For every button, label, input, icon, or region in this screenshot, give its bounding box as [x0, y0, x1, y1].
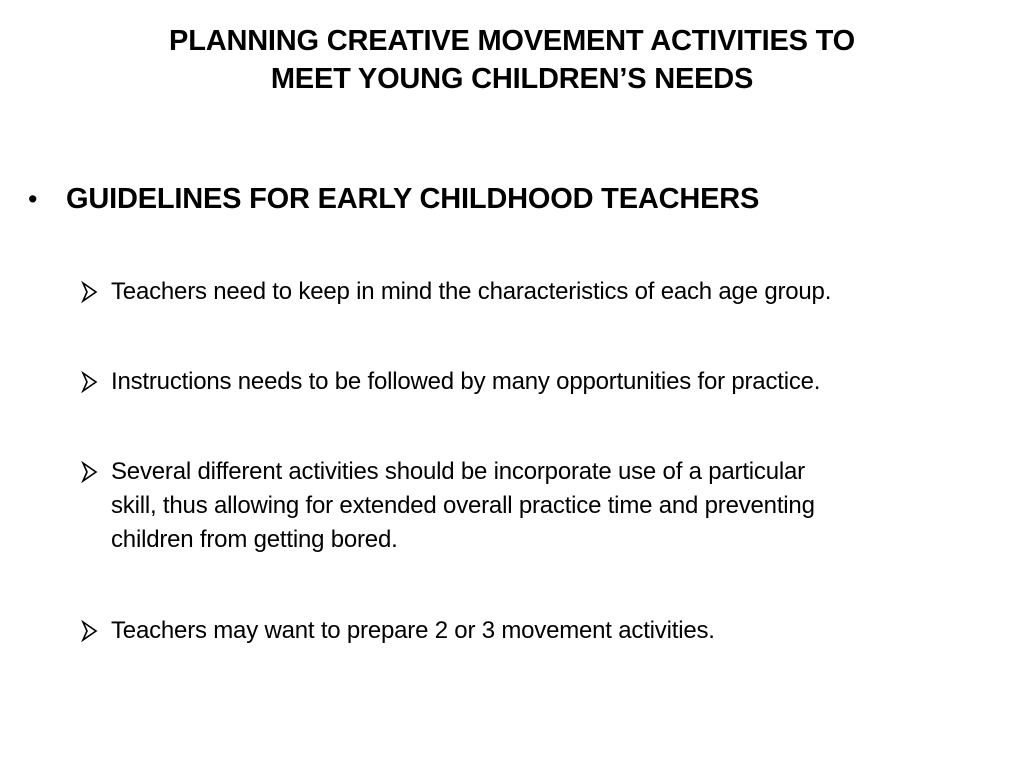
list-item-line: Teachers need to keep in mind the characteristics of each age group.: [111, 278, 832, 305]
list-item-text: [111, 365, 981, 399]
arrowhead-bullet-icon: [80, 620, 100, 642]
arrowhead-bullet-icon: [80, 371, 100, 393]
list-item-line: Several different activities should be incorporate use of a particular: [111, 458, 805, 485]
round-bullet-icon: •: [28, 184, 38, 214]
arrowhead-bullet-icon: [80, 461, 100, 483]
list-item-text: [111, 275, 981, 309]
guidelines-heading: GUIDELINES FOR EARLY CHILDHOOD TEACHERS: [66, 183, 760, 215]
list-item-text: [111, 614, 981, 648]
list-item-characteristics: [80, 275, 980, 311]
list-item-text: [111, 455, 981, 557]
list-item-line: Teachers may want to prepare 2 or 3 movement activities.: [111, 617, 715, 644]
slide-title-line-2: MEET YOUNG CHILDREN’S NEEDS: [270, 63, 754, 95]
list-item-line: Instructions needs to be followed by many opportunities for practice.: [111, 368, 821, 395]
list-item-line: skill, thus allowing for extended overall practice time and preventing: [111, 492, 815, 519]
list-item-prepare-activities: [80, 614, 980, 650]
list-item-line: children from getting bored.: [111, 526, 398, 553]
arrowhead-bullet-icon: [80, 281, 100, 303]
list-item-several-activities: [80, 455, 980, 559]
list-item-instructions: [80, 365, 980, 401]
slide-title: [62, 22, 962, 98]
guidelines-heading-row: [28, 177, 988, 221]
slide-title-line-1: PLANNING CREATIVE MOVEMENT ACTIVITIES TO: [169, 25, 855, 57]
